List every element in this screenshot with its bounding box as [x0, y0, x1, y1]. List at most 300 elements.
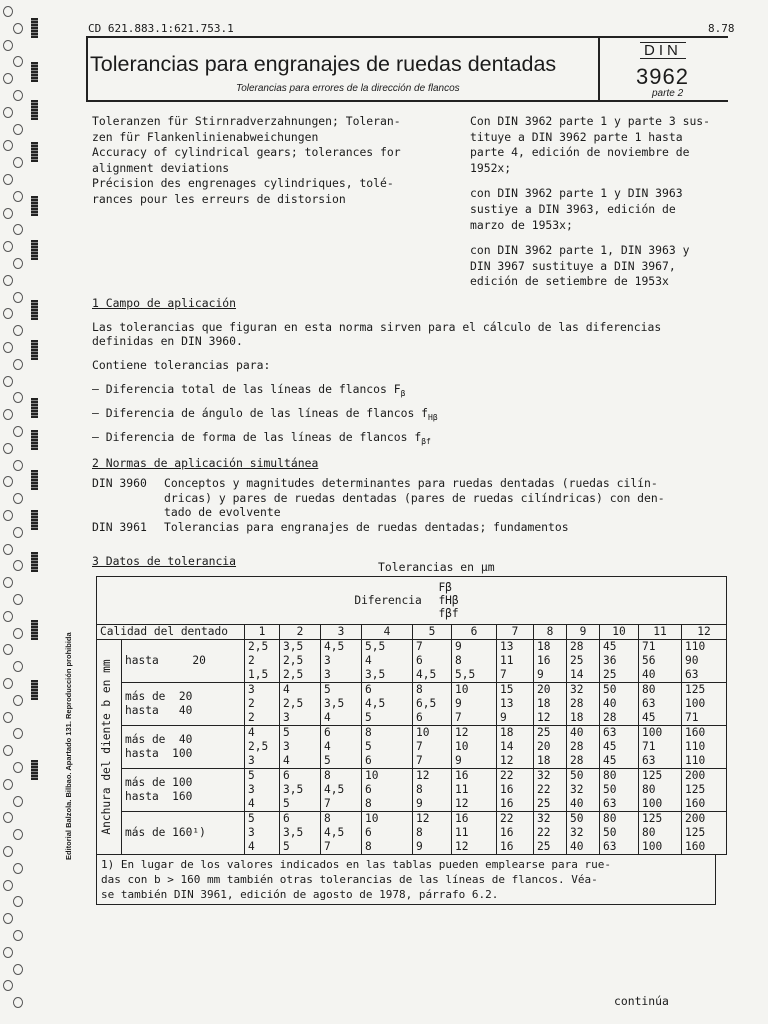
binding-ring [3, 275, 13, 286]
section1-para-line: Las tolerancias que figuran en esta norma sirven para el cálculo de las diferencias [92, 320, 662, 334]
binding-ring [13, 527, 23, 538]
replacement-note-line: con DIN 3962 parte 1 y DIN 3963 [470, 186, 683, 201]
binding-ring [3, 140, 13, 151]
range-cell [122, 683, 245, 726]
value: 25 [537, 726, 551, 739]
value: 32 [570, 683, 584, 696]
value-cell [245, 683, 280, 726]
value: 32 [537, 769, 551, 782]
range-cell [122, 726, 245, 769]
binding-ring [3, 208, 13, 219]
value: 8 [416, 683, 423, 696]
range-cell [122, 769, 245, 812]
value: 14 [570, 668, 584, 681]
header-divider [598, 36, 600, 100]
value: 36 [603, 654, 617, 667]
table-row [97, 726, 727, 769]
value: 3,5 [324, 697, 345, 710]
value: 16 [500, 797, 514, 810]
value: 10 [455, 683, 469, 696]
quality-label: Calidad del dentado [97, 625, 245, 640]
foreign-title-line: Toleranzen für Stirnradverzahnungen; Toleran- [92, 114, 401, 128]
value-cell [600, 726, 639, 769]
header-rule [86, 36, 728, 38]
value: 63 [685, 668, 699, 681]
value: 40 [570, 840, 584, 853]
quality-header: 3 [321, 625, 362, 640]
value: 45 [603, 754, 617, 767]
value: 3 [248, 826, 255, 839]
value-cell [413, 683, 452, 726]
value: 125 [685, 826, 706, 839]
value: 9 [455, 697, 462, 710]
binding-ring [3, 880, 13, 891]
diferencia-symbol: fHβ [438, 594, 459, 607]
value-cell [600, 683, 639, 726]
punch-mark [31, 142, 38, 162]
value-cell [682, 726, 727, 769]
tolerance-table-wrap [96, 576, 727, 905]
value: 2,5 [248, 740, 269, 753]
value: 14 [500, 740, 514, 753]
value: 50 [570, 769, 584, 782]
value-cell [534, 769, 567, 812]
width-axis-text: Anchura del diente b en mm [100, 659, 113, 835]
binding-ring [13, 594, 23, 605]
replacement-note-line: 1952x; [470, 160, 512, 175]
value: 6 [365, 826, 372, 839]
binding-ring [3, 443, 13, 454]
value: 125 [685, 783, 706, 796]
replacement-note-line: marzo de 1953x; [470, 217, 573, 232]
value: 7 [416, 754, 423, 767]
value-cell [245, 812, 280, 855]
value: 18 [537, 697, 551, 710]
foreign-title-line: rances pour les erreurs de distorsion [92, 191, 346, 206]
value: 3 [248, 683, 255, 696]
value: 2 [248, 711, 255, 724]
value: 32 [570, 783, 584, 796]
value: 4 [248, 840, 255, 853]
value: 4,5 [324, 826, 345, 839]
value: 6 [365, 683, 372, 696]
value: 9 [537, 668, 544, 681]
binding-ring [13, 359, 23, 370]
range-line: hasta 20 [125, 654, 206, 667]
value: 125 [642, 812, 663, 825]
value: 16 [500, 783, 514, 796]
value: 80 [642, 826, 656, 839]
value: 22 [537, 826, 551, 839]
punch-mark [31, 760, 38, 780]
value: 63 [642, 697, 656, 710]
value: 2,5 [283, 654, 304, 667]
value-cell [362, 812, 413, 855]
tolerance-item [92, 402, 438, 426]
value-cell [362, 640, 413, 683]
tolerance-item-text: – Diferencia de ángulo de las líneas de flancos [92, 406, 422, 420]
value: 4 [283, 754, 290, 767]
quality-header: 10 [600, 625, 639, 640]
range-line: más de 160¹) [125, 826, 206, 839]
value: 8 [455, 654, 462, 667]
binding-ring [13, 997, 23, 1008]
punch-mark [31, 430, 38, 450]
replacement-note-line: tituye a DIN 3962 parte 1 hasta [470, 129, 683, 144]
value: 20 [537, 740, 551, 753]
punch-mark [31, 100, 38, 120]
value: 71 [642, 740, 656, 753]
norm-code: DIN 3961 [92, 519, 147, 534]
norm-code: DIN 3960 [92, 476, 147, 490]
footnote-line: se también DIN 3961, edición de agosto de 1978, párrafo 6.2. [101, 888, 499, 901]
value-cell [534, 812, 567, 855]
section2-heading: 2 Normas de aplicación simultánea [92, 456, 319, 470]
quality-header: 5 [413, 625, 452, 640]
foreign-title-line: Précision des engrenages cylindriques, tolé- [92, 176, 394, 191]
value: 4 [248, 797, 255, 810]
value: 7 [416, 640, 423, 653]
punch-mark [31, 18, 38, 38]
value: 2 [248, 697, 255, 710]
value: 50 [570, 812, 584, 825]
binding-ring [3, 812, 13, 823]
value-cell [567, 640, 600, 683]
value-cell [321, 726, 362, 769]
value: 5 [365, 740, 372, 753]
value: 200 [685, 812, 706, 825]
value: 6 [416, 711, 423, 724]
value: 9 [455, 640, 462, 653]
value: 12 [537, 711, 551, 724]
value-cell [245, 726, 280, 769]
value: 40 [570, 797, 584, 810]
binding-ring [3, 510, 13, 521]
binding-ring [3, 107, 13, 118]
binding-ring [3, 409, 13, 420]
header-bottom-rule [86, 100, 728, 102]
tolerance-item [92, 426, 438, 450]
value-cell [497, 812, 534, 855]
value: 8 [324, 812, 331, 825]
value: 110 [685, 740, 706, 753]
binding-ring [13, 661, 23, 672]
value: 63 [603, 840, 617, 853]
value: 22 [537, 783, 551, 796]
value-cell [321, 640, 362, 683]
value-cell [497, 726, 534, 769]
value: 80 [642, 783, 656, 796]
value-cell [413, 640, 452, 683]
value: 3 [248, 754, 255, 767]
value: 28 [570, 697, 584, 710]
replacement-note-line: con DIN 3962 parte 1, DIN 3963 y [470, 243, 690, 258]
value-cell [321, 769, 362, 812]
value: 90 [685, 654, 699, 667]
quality-header: 7 [497, 625, 534, 640]
value: 63 [603, 797, 617, 810]
value: 11 [455, 783, 469, 796]
value-cell [280, 812, 321, 855]
tolerance-symbol-sub: βf [421, 437, 431, 446]
binding-ring [13, 460, 23, 471]
value-cell [362, 683, 413, 726]
norm-ref [92, 476, 665, 520]
value: 2 [248, 654, 255, 667]
value: 6,5 [416, 697, 437, 710]
value-cell [452, 726, 497, 769]
tolerance-item [92, 378, 438, 402]
tolerance-symbol-sub: β [400, 389, 406, 398]
header-left-rule [86, 36, 88, 100]
value-cell [567, 769, 600, 812]
value: 28 [570, 640, 584, 653]
value: 13 [500, 640, 514, 653]
value: 3 [324, 654, 331, 667]
value: 8 [324, 769, 331, 782]
tolerance-symbol: F [393, 382, 401, 396]
value-cell [682, 812, 727, 855]
range-cell [122, 812, 245, 855]
value: 110 [685, 640, 706, 653]
foreign-title-line: Accuracy of cylindrical gears; tolerances for [92, 145, 401, 160]
table-row [97, 683, 727, 726]
value: 2,5 [283, 697, 304, 710]
value: 5 [324, 754, 331, 767]
replacement-note-line: sustiye a DIN 3963, edición de [470, 201, 676, 216]
value: 10 [416, 726, 430, 739]
value: 4,5 [324, 640, 345, 653]
value: 4,5 [365, 697, 386, 710]
date-code: 8.78 [708, 22, 735, 35]
range-line: más de 20 [125, 690, 193, 703]
binding-ring [13, 157, 23, 168]
binding-ring [13, 292, 23, 303]
value-cell [280, 726, 321, 769]
quality-header: 4 [362, 625, 413, 640]
tolerance-item-text: – Diferencia de forma de las líneas de flancos [92, 430, 415, 444]
value: 5 [283, 840, 290, 853]
footnote [96, 855, 716, 905]
value-cell [639, 640, 682, 683]
punch-mark [31, 340, 38, 360]
value: 63 [642, 754, 656, 767]
value: 3,5 [283, 783, 304, 796]
binding-ring [13, 896, 23, 907]
width-axis-label [97, 640, 122, 855]
value-cell [452, 683, 497, 726]
value: 7 [324, 797, 331, 810]
value-cell [245, 640, 280, 683]
punch-mark [31, 620, 38, 640]
binding-ring [13, 762, 23, 773]
value: 50 [603, 826, 617, 839]
binding-ring [13, 124, 23, 135]
value-cell [534, 683, 567, 726]
diferencia-symbol: Fβ [438, 581, 452, 594]
value: 10 [455, 740, 469, 753]
binding-ring [3, 40, 13, 51]
punch-mark [31, 510, 38, 530]
value: 3,5 [283, 640, 304, 653]
binding-ring [3, 342, 13, 353]
value: 25 [603, 668, 617, 681]
value: 16 [500, 826, 514, 839]
range-line: hasta 40 [125, 704, 193, 717]
binding-ring [3, 241, 13, 252]
value: 200 [685, 769, 706, 782]
value-cell [280, 683, 321, 726]
quality-row [97, 625, 727, 640]
quality-header: 2 [280, 625, 321, 640]
value: 6 [365, 783, 372, 796]
punch-mark [31, 470, 38, 490]
punch-mark [31, 398, 38, 418]
value-cell [682, 769, 727, 812]
binding-ring [3, 913, 13, 924]
value: 32 [537, 812, 551, 825]
value: 160 [685, 797, 706, 810]
value-cell [534, 726, 567, 769]
quality-header: 9 [567, 625, 600, 640]
value: 20 [537, 683, 551, 696]
value: 6 [283, 812, 290, 825]
punch-mark [31, 552, 38, 572]
replacement-note [470, 186, 710, 233]
binding-ring [13, 628, 23, 639]
value-cell [600, 769, 639, 812]
value: 6 [365, 754, 372, 767]
range-cell [122, 640, 245, 683]
tolerance-item-text: – Diferencia total de las líneas de flancos [92, 382, 394, 396]
value: 125 [685, 683, 706, 696]
value: 5 [248, 812, 255, 825]
binding-ring [3, 73, 13, 84]
value: 71 [685, 711, 699, 724]
value: 8 [365, 726, 372, 739]
value-cell [682, 683, 727, 726]
value: 10 [365, 769, 379, 782]
value: 12 [416, 812, 430, 825]
quality-header: 6 [452, 625, 497, 640]
replacement-notes [470, 114, 710, 300]
value: 3 [248, 783, 255, 796]
value: 3,5 [283, 826, 304, 839]
section1-contains: Contiene tolerancias para: [92, 358, 271, 372]
value: 2,5 [248, 640, 269, 653]
cd-number: CD 621.883.1:621.753.1 [88, 22, 234, 35]
value: 12 [416, 769, 430, 782]
value: 9 [416, 797, 423, 810]
range-line: hasta 100 [125, 747, 193, 760]
value-cell [600, 640, 639, 683]
value: 7 [416, 740, 423, 753]
value-cell [639, 812, 682, 855]
value: 8 [416, 783, 423, 796]
replacement-note [470, 243, 710, 290]
value-cell [452, 812, 497, 855]
punch-mark [31, 196, 38, 216]
value: 32 [570, 826, 584, 839]
binding-ring [13, 493, 23, 504]
value: 125 [642, 769, 663, 782]
value: 4 [324, 711, 331, 724]
value: 50 [603, 683, 617, 696]
value: 80 [642, 683, 656, 696]
value: 4 [365, 654, 372, 667]
value: 3 [283, 740, 290, 753]
diferencia-symbol: fβf [438, 607, 459, 620]
range-line: más de 40 [125, 733, 193, 746]
value: 4,5 [324, 783, 345, 796]
value: 1,5 [248, 668, 269, 681]
value-cell [639, 726, 682, 769]
value: 5,5 [455, 668, 476, 681]
foreign-titles [92, 114, 401, 208]
binding-ring [13, 258, 23, 269]
binding-ring [13, 728, 23, 739]
value: 22 [500, 769, 514, 782]
norm-desc-line: Tolerancias para engranajes de ruedas dentadas; fundamentos [164, 519, 569, 534]
binding-ring [3, 577, 13, 588]
value: 3,5 [365, 668, 386, 681]
tolerance-table [96, 576, 727, 855]
binding-ring [3, 6, 13, 17]
value: 11 [500, 654, 514, 667]
punch-mark [31, 680, 38, 700]
quality-header: 8 [534, 625, 567, 640]
value: 56 [642, 654, 656, 667]
value: 9 [416, 840, 423, 853]
binding-ring [13, 964, 23, 975]
binding-ring [13, 426, 23, 437]
binding-ring [13, 392, 23, 403]
value: 5 [365, 711, 372, 724]
value: 9 [500, 711, 507, 724]
value: 45 [642, 711, 656, 724]
binding-ring [13, 796, 23, 807]
binding-ring [3, 476, 13, 487]
value-cell [534, 640, 567, 683]
value-cell [497, 769, 534, 812]
diferencia-header [97, 577, 727, 625]
value: 8 [365, 797, 372, 810]
value: 16 [537, 654, 551, 667]
value-cell [321, 812, 362, 855]
value: 2,5 [283, 668, 304, 681]
punch-mark [31, 62, 38, 82]
value: 40 [570, 726, 584, 739]
value: 28 [570, 754, 584, 767]
value: 4 [283, 683, 290, 696]
value: 45 [603, 740, 617, 753]
value: 16 [455, 769, 469, 782]
value-cell [321, 683, 362, 726]
value: 18 [570, 711, 584, 724]
punch-mark [31, 240, 38, 260]
value: 45 [603, 640, 617, 653]
value: 25 [537, 797, 551, 810]
quality-header: 11 [639, 625, 682, 640]
value: 63 [603, 726, 617, 739]
section2-refs [92, 476, 665, 534]
norm-ref [92, 520, 665, 535]
value: 22 [500, 812, 514, 825]
value-cell [639, 683, 682, 726]
binding-ring [3, 376, 13, 387]
value: 16 [500, 840, 514, 853]
quality-header: 12 [682, 625, 727, 640]
